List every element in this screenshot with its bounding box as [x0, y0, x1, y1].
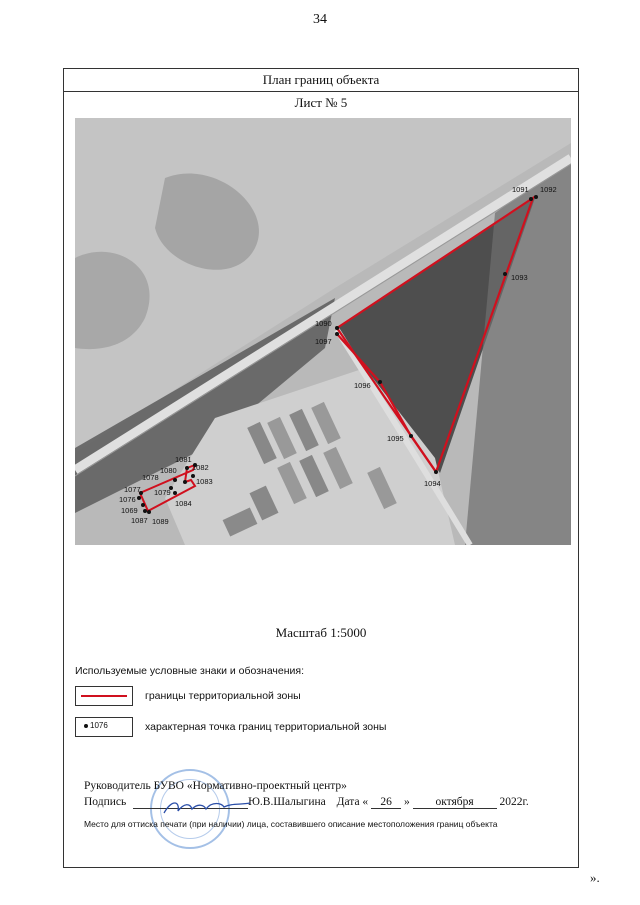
legend-item-point	[75, 717, 386, 737]
point-label: 1080	[160, 466, 177, 475]
stamp-footnote: Место для оттиска печати (при наличии) лица, составившего описание местоположения границ объекта	[84, 819, 498, 829]
point-label: 1078	[142, 473, 159, 482]
date-label: Дата «	[336, 796, 369, 808]
sheet-label: Лист № 5	[294, 95, 348, 110]
signature-line1: Руководитель БУВО «Нормативно-проектный центр»	[84, 780, 347, 792]
document-frame	[63, 68, 579, 868]
boundary-point	[335, 326, 339, 330]
date-year: 2022г.	[499, 796, 529, 808]
boundary-point	[191, 474, 195, 478]
boundary-point	[378, 380, 382, 384]
point-label: 1084	[175, 499, 192, 508]
boundary-point	[173, 478, 177, 482]
point-label: 1089	[152, 517, 169, 526]
boundary-point	[335, 332, 339, 336]
boundary-point	[141, 503, 145, 507]
boundary-point	[183, 480, 187, 484]
page-number: 34	[313, 12, 327, 27]
date-day: 26	[371, 796, 401, 809]
sign-label: Подпись	[84, 796, 127, 808]
point-label: 1081	[175, 455, 192, 464]
point-label: 1096	[354, 381, 371, 390]
point-label: 1094	[424, 479, 441, 488]
legend-point-code: 1076	[90, 721, 108, 730]
point-label: 1082	[192, 463, 209, 472]
legend-swatch-boundary	[75, 686, 133, 706]
legend-label-point: характерная точка границ территориальной зоны	[145, 721, 387, 733]
boundary-point	[409, 434, 413, 438]
boundary-point	[173, 491, 177, 495]
boundary-point	[147, 510, 151, 514]
boundary-point	[529, 197, 533, 201]
boundary-point	[185, 466, 189, 470]
closing-quote: ».	[590, 870, 600, 885]
point-label: 1087	[131, 516, 148, 525]
point-label: 1079	[154, 488, 171, 497]
boundary-point	[143, 509, 147, 513]
handwritten-signature	[162, 797, 252, 819]
point-label: 1083	[196, 477, 213, 486]
point-label: 1069	[121, 506, 138, 515]
document-title: План границ объекта	[64, 69, 578, 92]
point-label: 1077	[124, 485, 141, 494]
point-label: 1076	[119, 495, 136, 504]
signer-name: Ю.В.Шалыгина	[248, 796, 326, 808]
point-label: 1092	[540, 185, 557, 194]
legend-title: Используемые условные знаки и обозначения:	[75, 665, 305, 677]
legend-item-boundary	[75, 686, 301, 706]
point-marker-icon	[84, 724, 88, 728]
boundary-point	[503, 272, 507, 276]
boundary-point	[137, 496, 141, 500]
legend-label-boundary: границы территориальной зоны	[145, 690, 301, 702]
point-label: 1090	[315, 319, 332, 328]
boundary-line-icon	[81, 695, 127, 697]
scale-label: Масштаб 1:5000	[275, 625, 367, 640]
legend-swatch-point	[75, 717, 133, 737]
point-label: 1091	[512, 185, 529, 194]
point-label: 1095	[387, 434, 404, 443]
boundary-point	[534, 195, 538, 199]
signature-line2	[84, 796, 529, 809]
boundary-point	[434, 470, 438, 474]
aerial-map	[75, 118, 571, 545]
date-month: октября	[413, 796, 497, 809]
point-label: 1093	[511, 273, 528, 282]
point-label: 1097	[315, 337, 332, 346]
date-day-close: »	[403, 796, 410, 808]
map-svg	[75, 118, 571, 545]
